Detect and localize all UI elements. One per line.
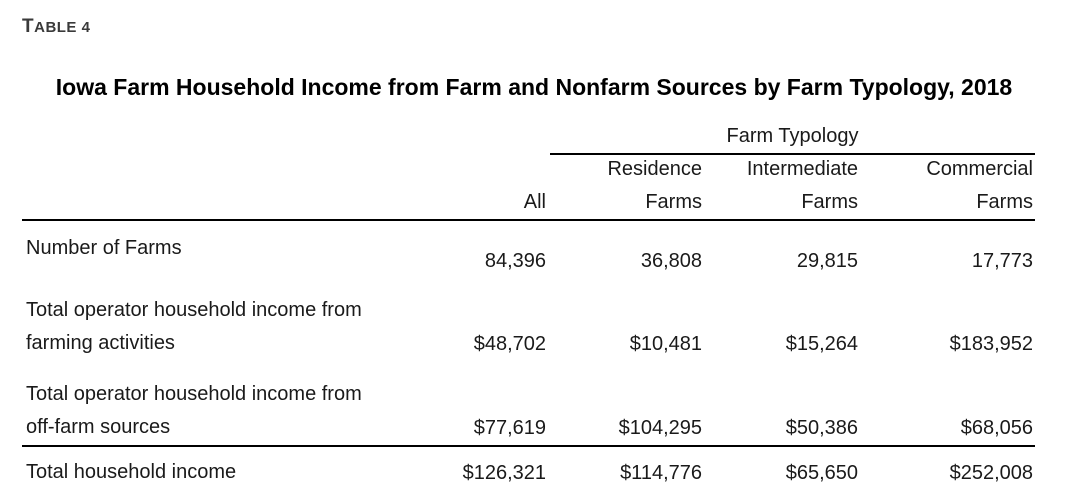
farm-typology-group-header: Farm Typology	[726, 125, 859, 147]
cell-total-income-all: $126,321	[462, 462, 546, 484]
cell-farm-income-all: $48,702	[473, 333, 546, 355]
row-label-line1: Total household income	[26, 461, 237, 483]
column-header-residence-line1: Residence	[607, 158, 702, 180]
column-header-all-line1	[420, 153, 546, 186]
total-row-rule	[22, 445, 1035, 447]
cell-off-farm-income-intermediate: $50,386	[785, 417, 858, 439]
column-header-commercial-line2: Farms	[976, 191, 1033, 213]
row-label-off-farm-income	[26, 378, 362, 444]
column-header-all	[420, 153, 546, 219]
row-label-line1: Number of Farms	[26, 237, 182, 259]
cell-off-farm-income-residence: $104,295	[618, 417, 702, 439]
row-label-line2: off-farm sources	[26, 416, 171, 438]
cell-total-income-commercial: $252,008	[949, 462, 1033, 484]
cell-farm-income-residence: $10,481	[629, 333, 702, 355]
cell-farm-income-intermediate: $15,264	[785, 333, 858, 355]
column-header-all-line2: All	[523, 191, 546, 213]
cell-off-farm-income-all: $77,619	[473, 417, 546, 439]
cell-number-of-farms-all: 84,396	[484, 250, 546, 272]
header-bottom-rule	[22, 219, 1035, 221]
cell-total-income-intermediate: $65,650	[785, 462, 858, 484]
row-label-farm-income	[26, 294, 362, 360]
row-label-line1: Total operator household income from	[26, 299, 362, 321]
row-label-total-income	[26, 456, 236, 489]
row-label-number-of-farms	[26, 232, 182, 265]
table-label-initial: T	[22, 16, 35, 37]
row-label-line1: Total operator household income from	[26, 383, 362, 405]
cell-farm-income-commercial: $183,952	[949, 333, 1033, 355]
column-header-residence-line2: Farms	[645, 191, 702, 213]
table-number-label	[22, 16, 90, 38]
table-title: Iowa Farm Household Income from Farm and Nonfarm Sources by Farm Typology, 2018	[55, 74, 1013, 100]
column-header-residence	[570, 153, 702, 219]
column-header-intermediate-line1: Intermediate	[746, 158, 858, 180]
cell-off-farm-income-commercial: $68,056	[960, 417, 1033, 439]
table-label-rest: ABLE 4	[34, 19, 91, 36]
cell-number-of-farms-commercial: 17,773	[971, 250, 1033, 272]
row-label-line2: farming activities	[26, 332, 175, 354]
column-header-commercial	[880, 153, 1033, 219]
column-header-intermediate	[712, 153, 858, 219]
column-header-intermediate-line2: Farms	[801, 191, 858, 213]
cell-number-of-farms-residence: 36,808	[640, 250, 702, 272]
cell-number-of-farms-intermediate: 29,815	[796, 250, 858, 272]
cell-total-income-residence: $114,776	[620, 462, 702, 484]
column-header-commercial-line1: Commercial	[926, 158, 1033, 180]
